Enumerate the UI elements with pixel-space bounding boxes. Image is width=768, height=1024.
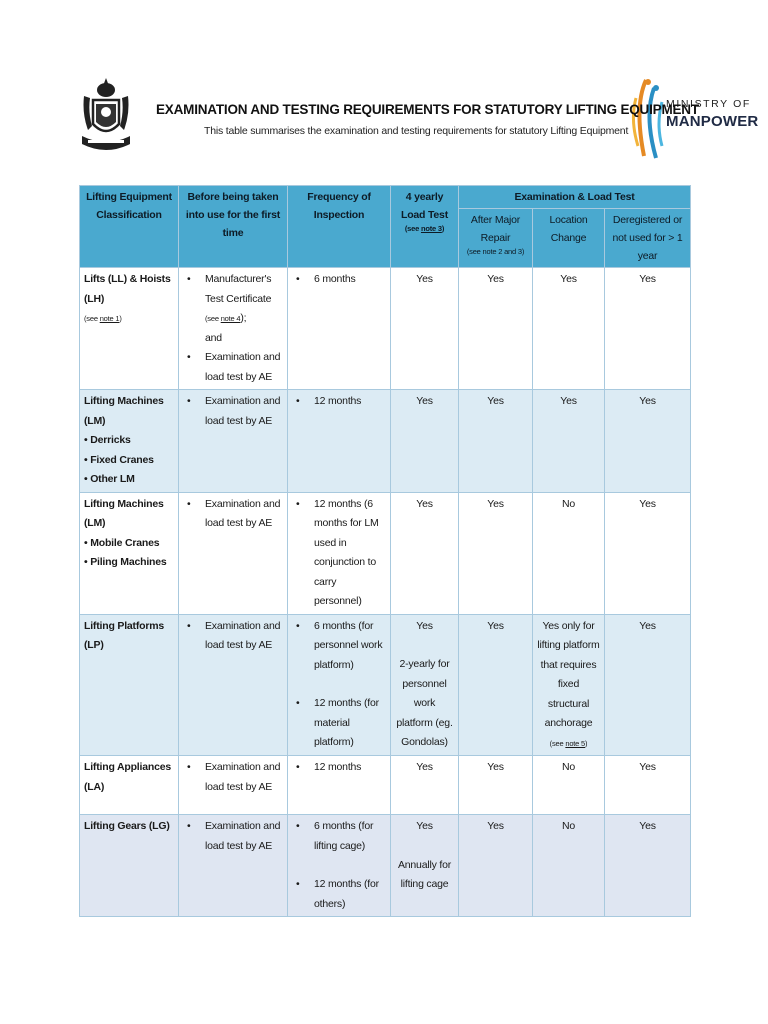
cell-location-change: No xyxy=(533,815,605,917)
cell-before-use xyxy=(179,268,288,390)
cell-classification: Lifting Gears (LG) xyxy=(80,815,179,917)
header-row xyxy=(80,186,691,209)
table-row xyxy=(80,756,691,815)
header-deregistered: Deregistered or not used for > 1 year xyxy=(605,209,691,268)
cell-location-change: Yes xyxy=(533,390,605,493)
cell-after-repair: Yes xyxy=(459,268,533,390)
header-location-change: Location Change xyxy=(533,209,605,268)
note-5-link[interactable]: note 5 xyxy=(565,738,586,748)
cell-frequency xyxy=(288,390,391,493)
list-item: • Manufacturer's Test Certificate (see note 4); and xyxy=(205,270,283,348)
cell-deregistered: Yes xyxy=(605,815,691,917)
note-1-link[interactable]: note 1 xyxy=(99,314,120,323)
cell-frequency xyxy=(288,756,391,815)
ministry-of-manpower-logo xyxy=(626,76,759,162)
cell-four-yearly: Yes xyxy=(391,492,459,614)
cell-deregistered: Yes xyxy=(605,390,691,493)
list-item: • Examination and load test by AE xyxy=(205,392,283,431)
list-item: • 12 months xyxy=(314,758,386,778)
table-row xyxy=(80,614,691,756)
list-item: • 6 months (for personnel work platform) xyxy=(314,617,386,676)
cell-deregistered: Yes xyxy=(605,268,691,390)
cell-after-repair: Yes xyxy=(459,756,533,815)
cell-before-use xyxy=(179,390,288,493)
header-frequency: Frequency of Inspection xyxy=(288,186,391,268)
cell-deregistered: Yes xyxy=(605,756,691,815)
list-item: • Examination and load test by AE xyxy=(205,348,283,387)
cell-classification: Lifts (LL) & Hoists (LH) (see note 1) xyxy=(80,268,179,390)
table-row xyxy=(80,268,691,390)
header-after-repair: After Major Repair (see note 2 and 3) xyxy=(459,209,533,268)
list-item: • 12 months (for material platform) xyxy=(314,694,386,753)
cell-after-repair: Yes xyxy=(459,815,533,917)
header-before-use: Before being taken into use for the first time xyxy=(179,186,288,268)
table-row xyxy=(80,492,691,614)
cell-classification: Lifting Appliances (LA) xyxy=(80,756,179,815)
note-3-link[interactable]: note 3 xyxy=(420,224,442,233)
list-item: • Examination and load test by AE xyxy=(205,495,283,534)
header-classification: Lifting Equipment Classification xyxy=(80,186,179,268)
cell-before-use xyxy=(179,756,288,815)
list-item: • Examination and load test by AE xyxy=(205,817,283,856)
requirements-table xyxy=(79,185,691,917)
cell-frequency xyxy=(288,614,391,756)
cell-deregistered: Yes xyxy=(605,492,691,614)
cell-after-repair: Yes xyxy=(459,614,533,756)
cell-location-change: Yes xyxy=(533,268,605,390)
page-title: EXAMINATION AND TESTING REQUIREMENTS FOR STATUTORY LIFTING EQUIPMENT xyxy=(156,102,699,117)
sub-item: • Derricks xyxy=(84,434,131,446)
cell-before-use xyxy=(179,815,288,917)
cell-before-use xyxy=(179,614,288,756)
list-item: • 6 months xyxy=(314,270,386,290)
sub-item: • Mobile Cranes xyxy=(84,536,160,549)
logo-text-manpower: MANPOWER xyxy=(666,113,759,130)
page-subtitle: This table summarises the examination and testing requirements for statutory Lifting Equipment xyxy=(204,125,629,137)
sub-item: • Other LM xyxy=(84,473,135,485)
classification-note: (see note 1) xyxy=(84,314,122,323)
cell-after-repair: Yes xyxy=(459,390,533,493)
cell-location-change: Yes only for lifting platform that requires fixed structural anchorage (see note 5) xyxy=(533,614,605,756)
header-four-yearly-label: 4 yearly Load Test xyxy=(400,191,448,221)
cell-location-change: No xyxy=(533,756,605,815)
cell-four-yearly: Yes xyxy=(391,756,459,815)
cell-frequency xyxy=(288,815,391,917)
header-exam-group: Examination & Load Test xyxy=(459,186,691,209)
cell-location-change: No xyxy=(533,492,605,614)
cell-four-yearly: Yes Annually for lifting cage xyxy=(391,815,459,917)
cell-four-yearly: Yes 2-yearly for personnel work platform (eg. Gondolas) xyxy=(391,614,459,756)
four-yearly-extra: Annually for lifting cage xyxy=(397,858,452,890)
cell-after-repair: Yes xyxy=(459,492,533,614)
sub-item: • Piling Machines xyxy=(84,556,167,568)
list-item: • 12 months xyxy=(314,392,386,412)
cell-before-use xyxy=(179,492,288,614)
cell-classification: Lifting Platforms (LP) xyxy=(80,614,179,756)
cell-classification: Lifting Machines (LM) • Mobile Cranes • Piling Machines xyxy=(80,492,179,614)
cell-deregistered: Yes xyxy=(605,614,691,756)
list-item: • 12 months (for others) xyxy=(314,875,386,914)
header-four-yearly-note: (see note 3) xyxy=(404,224,445,233)
four-yearly-extra: 2-yearly for personnel work platform (eg. Gondolas) xyxy=(396,658,453,748)
singapore-crest-logo xyxy=(78,74,134,160)
logo-text-ministry-of: MINISTRY OF xyxy=(666,98,751,110)
cell-classification: Lifting Machines (LM) • Derricks • Fixed Cranes • Other LM xyxy=(80,390,179,493)
list-item: • 12 months (6 months for LM used in conjunction to carry personnel) xyxy=(314,495,386,612)
cell-four-yearly: Yes xyxy=(391,390,459,493)
cell-frequency xyxy=(288,492,391,614)
cell-four-yearly: Yes xyxy=(391,268,459,390)
location-change-note: (see note 5) xyxy=(549,738,588,748)
list-item: • 6 months (for lifting cage) xyxy=(314,817,386,856)
header-four-yearly xyxy=(391,186,459,268)
table-row xyxy=(80,390,691,493)
header-after-repair-note: (see note 2 and 3) xyxy=(466,247,525,256)
list-item: • Examination and load test by AE xyxy=(205,758,283,797)
cell-frequency xyxy=(288,268,391,390)
mom-figures-icon xyxy=(626,76,666,162)
table-row xyxy=(80,815,691,917)
sub-item: • Fixed Cranes xyxy=(84,453,154,466)
list-item: • Examination and load test by AE xyxy=(205,617,283,656)
note-4-link[interactable]: note 4 xyxy=(220,314,241,323)
